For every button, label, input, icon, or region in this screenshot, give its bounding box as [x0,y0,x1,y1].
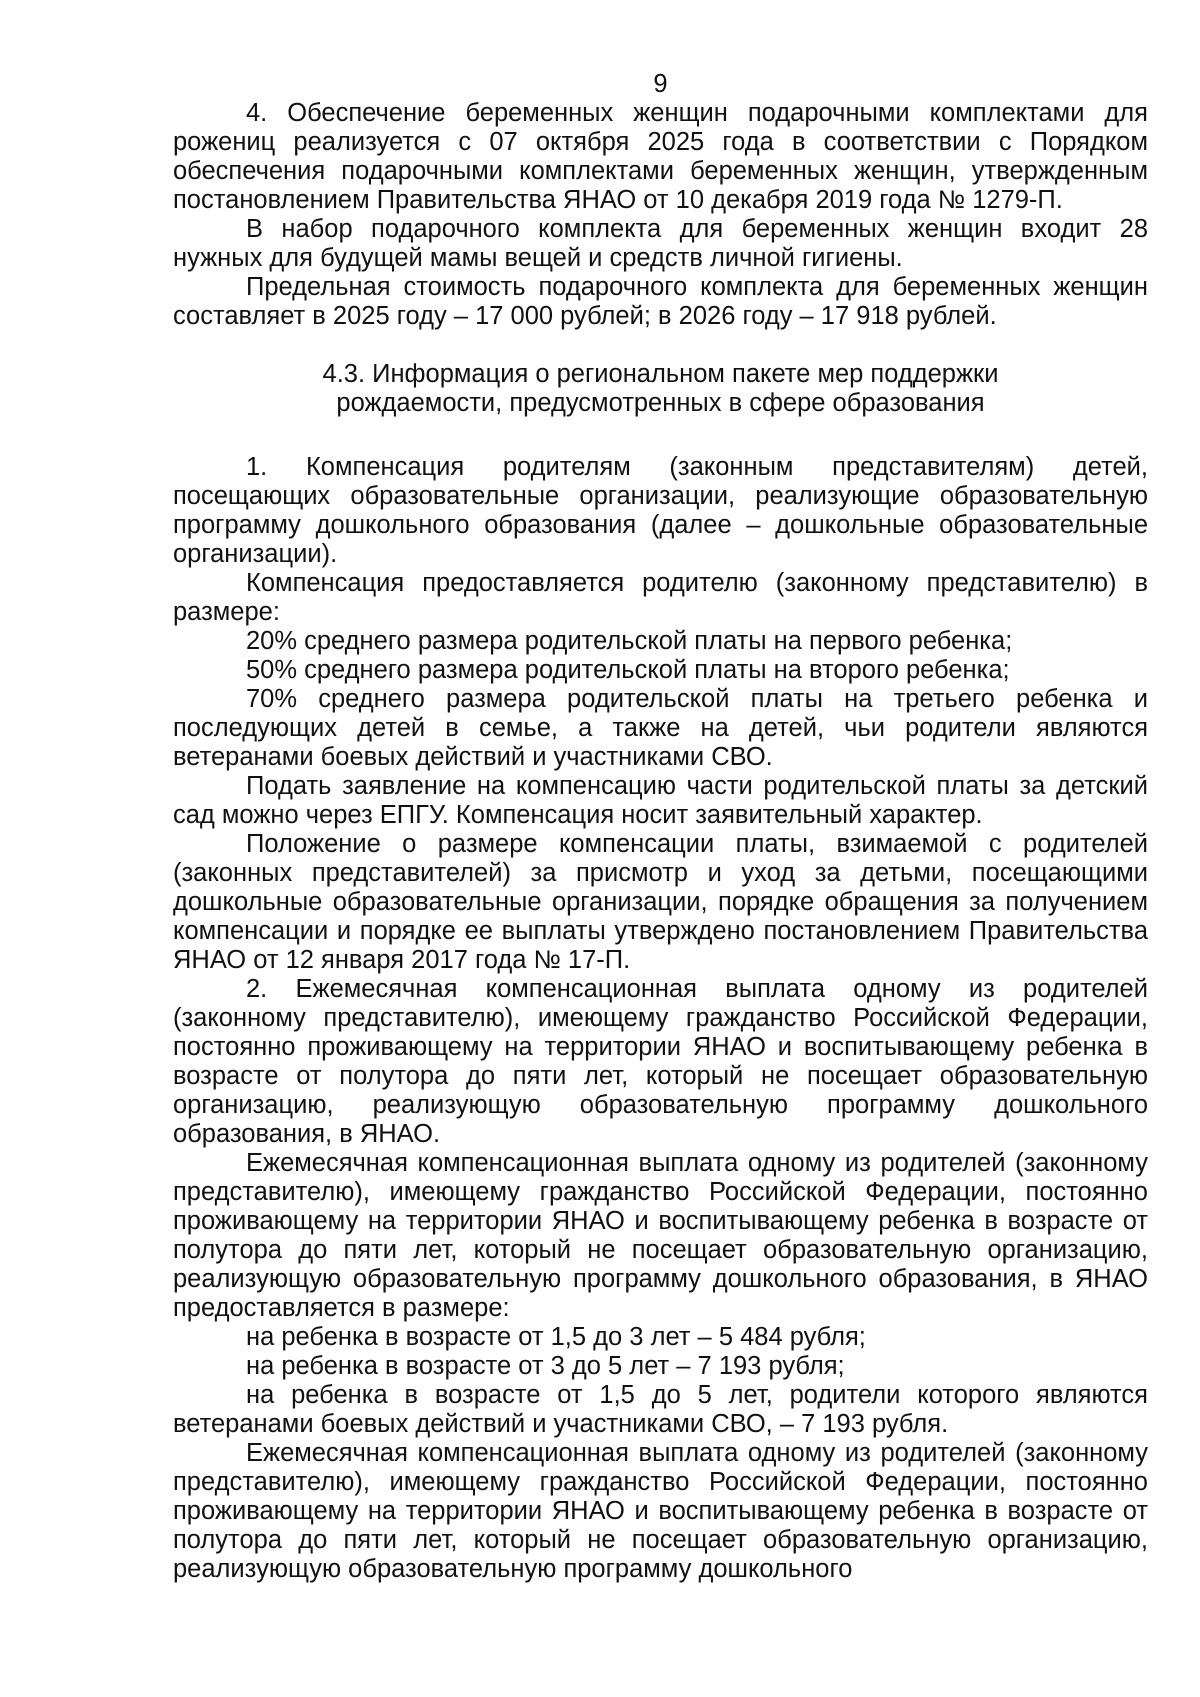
section-heading [173,360,1148,418]
list-item: на ребенка в возрасте от 3 до 5 лет – 7 193 рубля; [246,1352,845,1380]
list-item: 20% среднего размера родительской платы на первого ребенка; [246,627,1013,655]
section-heading-line: 4.3. Информация о региональном пакете мер поддержки [322,360,999,388]
paragraph: Ежемесячная компенсационная выплата одному из родителей (законному представителю), имеющему гражданство Российской Федерации, постоянно проживающему на территории ЯНАО и воспитывающему ребенка в возрасте от полутора до пяти лет, который не посещает образовательную организацию, реализующую образовательную программу дошкольного образования, в ЯНАО предоставляется в размере: [173,1149,1148,1322]
paragraph: В набор подарочного комплекта для беременных женщин входит 28 нужных для будущей мамы вещей и средств личной гигиены. [173,215,1148,272]
spacer [173,418,1148,447]
section-heading-line: рождаемости, предусмотренных в сфере образования [336,389,985,417]
list-item: 70% среднего размера родительской платы на третьего ребенка и последующих детей в семье, а также на детей, чьи родители являются ветеранами боевых действий и участниками СВО. [173,685,1148,771]
paragraph: 2. Ежемесячная компенсационная выплата одному из родителей (законному представителю), имеющему гражданство Российской Федерации, постоянно проживающему на территории ЯНАО и воспитывающему ребенка в возрасте от полутора до пяти лет, который не посещает образовательную организацию, реализующую образовательную программу дошкольного образования, в ЯНАО. [173,975,1148,1148]
paragraph: Ежемесячная компенсационная выплата одному из родителей (законному представителю), имеющему гражданство Российской Федерации, постоянно проживающему на территории ЯНАО и воспитывающему ребенка в возрасте от полутора до пяти лет, который не посещает образовательную организацию, реализующую образовательную программу дошкольного [173,1439,1148,1583]
paragraph: Положение о размере компенсации платы, взимаемой с родителей (законных представителей) за присмотр и уход за детьми, посещающими дошкольные образовательные организации, порядке обращения за получением компенсации и порядке ее выплаты утверждено постановлением Правительства ЯНАО от 12 января 2017 года № 17-П. [173,830,1148,974]
list-item: на ребенка в возрасте от 1,5 до 5 лет, родители которого являются ветеранами боевых действий и участниками СВО, – 7 193 рубля. [173,1381,1148,1438]
paragraph: Предельная стоимость подарочного комплекта для беременных женщин составляет в 2025 году – 17 000 рублей; в 2026 году – 17 918 рублей. [173,273,1148,330]
paragraph: Компенсация предоставляется родителю (законному представителю) в размере: [173,569,1148,626]
list-item: 50% среднего размера родительской платы на второго ребенка; [246,656,1010,684]
spacer [173,331,1148,360]
list-item: на ребенка в возрасте от 1,5 до 3 лет – 5 484 рубля; [246,1323,866,1351]
paragraph: 1. Компенсация родителям (законным представителям) детей, посещающих образовательные организации, реализующие образовательную программу дошкольного образования (далее – дошкольные образовательные организации). [173,453,1148,568]
paragraph: 4. Обеспечение беременных женщин подарочными комплектами для рожениц реализуется с 07 октября 2025 года в соответствии с Порядком обеспечения подарочными комплектами беременных женщин, утвержденным постановлением Правительства ЯНАО от 10 декабря 2019 года № 1279-П. [173,99,1148,214]
document-page [173,0,1148,1584]
page-number: 9 [653,70,668,98]
paragraph: Подать заявление на компенсацию части родительской платы за детский сад можно через ЕПГУ. Компенсация носит заявительный характер. [173,772,1148,829]
